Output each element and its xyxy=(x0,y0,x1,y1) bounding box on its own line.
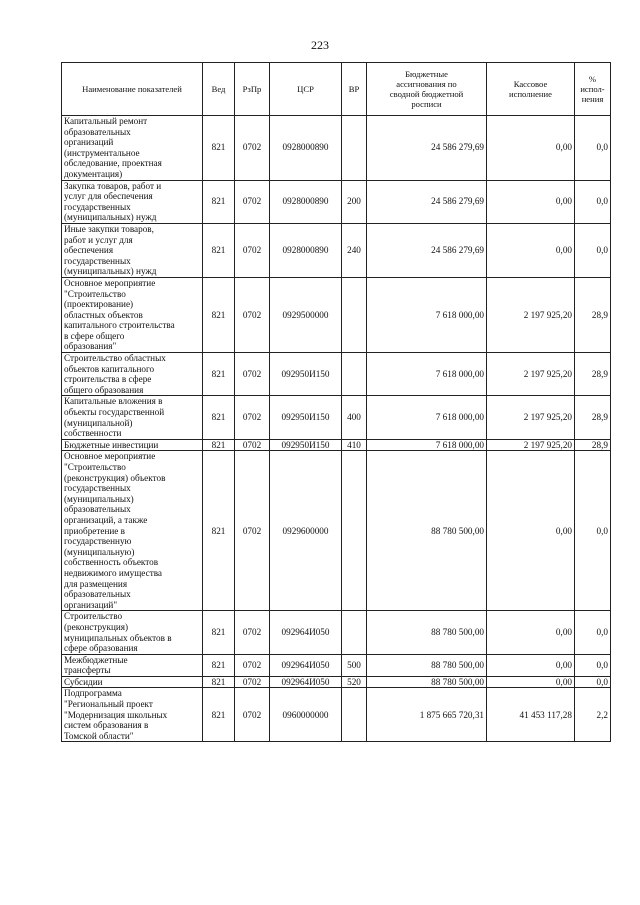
row-percent: 0,0 xyxy=(575,676,611,688)
header-indicator-name: Наименование показателей xyxy=(62,63,203,116)
row-name: Закупка товаров, работ и услуг для обеспечения государственных (муниципальных) нужд xyxy=(62,180,203,223)
row-vr: 400 xyxy=(342,396,367,439)
row-name: Основное мероприятие "Строительство (реконструкция) объектов государственных (муниципальных) образовательных организаций, а также приобретение в государственную (муниципальную) собственность объектов недвижимого имущества для размещения образовательных организаций" xyxy=(62,451,203,611)
row-budget: 88 780 500,00 xyxy=(367,611,487,654)
row-percent: 28,9 xyxy=(575,277,611,352)
row-ved: 821 xyxy=(203,611,235,654)
row-ved: 821 xyxy=(203,180,235,223)
row-vr: 500 xyxy=(342,654,367,676)
row-executed: 0,00 xyxy=(487,676,575,688)
row-vr: 200 xyxy=(342,180,367,223)
header-rzpr: РзПр xyxy=(235,63,270,116)
budget-execution-table xyxy=(61,62,611,742)
row-ved: 821 xyxy=(203,396,235,439)
row-percent: 0,0 xyxy=(575,611,611,654)
row-rzpr: 0702 xyxy=(235,353,270,396)
row-csr: 092964И050 xyxy=(270,654,342,676)
table-row xyxy=(62,611,611,654)
header-ved: Вед xyxy=(203,63,235,116)
row-percent: 28,9 xyxy=(575,353,611,396)
row-rzpr: 0702 xyxy=(235,180,270,223)
row-executed: 2 197 925,20 xyxy=(487,277,575,352)
row-ved: 821 xyxy=(203,277,235,352)
row-csr: 0929500000 xyxy=(270,277,342,352)
row-csr: 0929600000 xyxy=(270,451,342,611)
row-budget: 24 586 279,69 xyxy=(367,116,487,181)
row-percent: 28,9 xyxy=(575,439,611,451)
row-csr: 092964И050 xyxy=(270,676,342,688)
row-vr xyxy=(342,451,367,611)
row-ved: 821 xyxy=(203,688,235,742)
row-budget: 1 875 665 720,31 xyxy=(367,688,487,742)
table-row xyxy=(62,396,611,439)
row-executed: 2 197 925,20 xyxy=(487,353,575,396)
row-percent: 0,0 xyxy=(575,451,611,611)
table-row xyxy=(62,277,611,352)
row-vr xyxy=(342,353,367,396)
row-rzpr: 0702 xyxy=(235,676,270,688)
row-vr xyxy=(342,277,367,352)
table-row xyxy=(62,654,611,676)
row-rzpr: 0702 xyxy=(235,611,270,654)
row-ved: 821 xyxy=(203,451,235,611)
header-execution-percent: % испол- нения xyxy=(575,63,611,116)
row-budget: 88 780 500,00 xyxy=(367,451,487,611)
header-budget-allocations: Бюджетные ассигнования по сводной бюджетной росписи xyxy=(367,63,487,116)
row-executed: 2 197 925,20 xyxy=(487,439,575,451)
row-budget: 7 618 000,00 xyxy=(367,353,487,396)
row-rzpr: 0702 xyxy=(235,223,270,277)
row-percent: 2,2 xyxy=(575,688,611,742)
page-number: 223 xyxy=(311,38,329,52)
row-executed: 0,00 xyxy=(487,116,575,181)
table-row xyxy=(62,451,611,611)
row-executed: 0,00 xyxy=(487,223,575,277)
row-name: Капитальные вложения в объекты государственной (муниципальной) собственности xyxy=(62,396,203,439)
row-ved: 821 xyxy=(203,353,235,396)
row-ved: 821 xyxy=(203,116,235,181)
row-csr: 0928000890 xyxy=(270,223,342,277)
row-percent: 28,9 xyxy=(575,396,611,439)
row-name: Строительство областных объектов капитального строительства в сфере общего образования xyxy=(62,353,203,396)
row-csr: 0928000890 xyxy=(270,180,342,223)
row-percent: 0,0 xyxy=(575,180,611,223)
header-cash-execution: Кассовое исполнение xyxy=(487,63,575,116)
row-budget: 7 618 000,00 xyxy=(367,277,487,352)
row-name: Строительство (реконструкция) муниципальных объектов в сфере образования xyxy=(62,611,203,654)
table-row xyxy=(62,353,611,396)
table-row xyxy=(62,676,611,688)
row-rzpr: 0702 xyxy=(235,451,270,611)
table-header-row xyxy=(62,63,611,116)
row-rzpr: 0702 xyxy=(235,688,270,742)
row-vr: 520 xyxy=(342,676,367,688)
row-name: Бюджетные инвестиции xyxy=(62,439,203,451)
row-name: Подпрограмма "Региональный проект "Модернизация школьных систем образования в Томской области" xyxy=(62,688,203,742)
row-executed: 0,00 xyxy=(487,611,575,654)
table-row xyxy=(62,180,611,223)
row-executed: 0,00 xyxy=(487,451,575,611)
row-budget: 88 780 500,00 xyxy=(367,676,487,688)
row-percent: 0,0 xyxy=(575,116,611,181)
row-percent: 0,0 xyxy=(575,654,611,676)
row-rzpr: 0702 xyxy=(235,396,270,439)
row-name: Межбюджетные трансферты xyxy=(62,654,203,676)
row-rzpr: 0702 xyxy=(235,277,270,352)
row-name: Иные закупки товаров, работ и услуг для обеспечения государственных (муниципальных) нужд xyxy=(62,223,203,277)
row-budget: 7 618 000,00 xyxy=(367,396,487,439)
row-ved: 821 xyxy=(203,223,235,277)
row-vr xyxy=(342,688,367,742)
row-executed: 0,00 xyxy=(487,180,575,223)
table-row xyxy=(62,223,611,277)
row-rzpr: 0702 xyxy=(235,116,270,181)
header-csr: ЦСР xyxy=(270,63,342,116)
row-budget: 88 780 500,00 xyxy=(367,654,487,676)
row-rzpr: 0702 xyxy=(235,654,270,676)
row-csr: 0960000000 xyxy=(270,688,342,742)
table-row xyxy=(62,688,611,742)
row-budget: 24 586 279,69 xyxy=(367,180,487,223)
row-ved: 821 xyxy=(203,676,235,688)
row-executed: 41 453 117,28 xyxy=(487,688,575,742)
row-vr xyxy=(342,611,367,654)
row-name: Субсидии xyxy=(62,676,203,688)
row-name: Капитальный ремонт образовательных организаций (инструментальное обследование, проектная документация) xyxy=(62,116,203,181)
row-percent: 0,0 xyxy=(575,223,611,277)
row-rzpr: 0702 xyxy=(235,439,270,451)
row-executed: 2 197 925,20 xyxy=(487,396,575,439)
row-csr: 092950И150 xyxy=(270,353,342,396)
row-csr: 092964И050 xyxy=(270,611,342,654)
row-vr: 410 xyxy=(342,439,367,451)
header-vr: ВР xyxy=(342,63,367,116)
table-row xyxy=(62,116,611,181)
row-executed: 0,00 xyxy=(487,654,575,676)
row-vr: 240 xyxy=(342,223,367,277)
row-csr: 0928000890 xyxy=(270,116,342,181)
row-csr: 092950И150 xyxy=(270,439,342,451)
row-budget: 7 618 000,00 xyxy=(367,439,487,451)
row-vr xyxy=(342,116,367,181)
row-budget: 24 586 279,69 xyxy=(367,223,487,277)
table-row xyxy=(62,439,611,451)
row-csr: 092950И150 xyxy=(270,396,342,439)
row-ved: 821 xyxy=(203,439,235,451)
row-name: Основное мероприятие "Строительство (проектирование) областных объектов капитального строительства в сфере общего образования" xyxy=(62,277,203,352)
row-ved: 821 xyxy=(203,654,235,676)
